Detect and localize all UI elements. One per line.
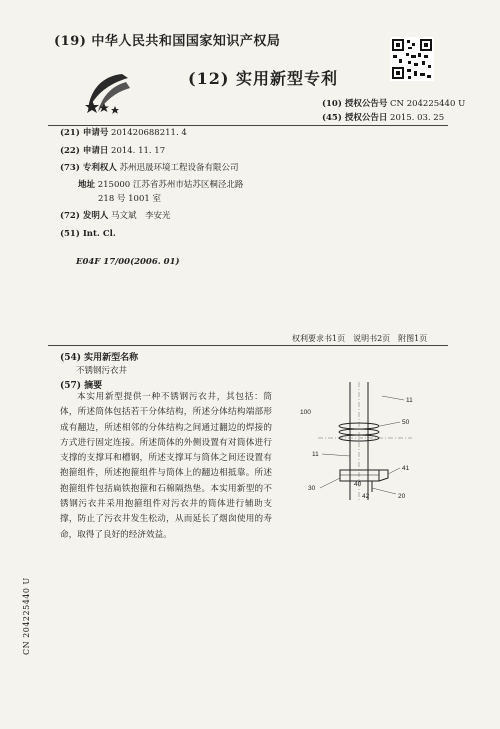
intcl-label: (51) Int. Cl. (60, 229, 116, 239)
cnipa-logo-icon (82, 70, 132, 116)
abstract-figure (292, 378, 442, 508)
owner-label: (73) 专利权人 (60, 163, 117, 173)
figure-label-100: 100 (300, 409, 311, 416)
grant-no-label: (10) 授权公告号 (322, 99, 388, 109)
inventors (60, 210, 171, 223)
document-type: (12) 实用新型专利 (188, 69, 338, 88)
application-date (60, 145, 165, 158)
figure-leader-11a (382, 396, 404, 400)
qr-code-icon (390, 37, 434, 81)
figure-leader-20 (372, 488, 396, 494)
owner-address-line2: 218 号 1001 室 (98, 194, 161, 204)
patent-owner (60, 162, 239, 175)
grant-no: CN 204225440 U (390, 99, 466, 109)
figure-label-50: 50 (402, 419, 410, 426)
figure-label-30: 30 (308, 485, 316, 492)
side-publication-code: CN 204225440 U (22, 577, 31, 655)
figure-label-20: 20 (398, 493, 406, 500)
int-cl (60, 228, 116, 241)
inventor-names: 马文斌 李安光 (111, 211, 171, 221)
addr-line1: 215000 江苏省苏州市姑苏区桐泾北路 (97, 180, 244, 190)
grant-date-label: (45) 授权公告日 (322, 113, 388, 123)
ipc-classification: E04F 17/00(2006. 01) (76, 257, 180, 267)
abstract-label: (57) 摘要 (60, 381, 103, 391)
application-number (60, 127, 187, 140)
figure-label-41: 41 (402, 465, 410, 472)
issuing-office: (19) 中华人民共和国国家知识产权局 (54, 34, 281, 49)
publication-info (322, 97, 465, 125)
figure-label-40: 40 (354, 481, 362, 488)
inventor-label: (72) 发明人 (60, 211, 109, 221)
abstract-text: 本实用新型提供一种不锈钢污衣井，其包括：筒体，所述筒体包括若干分体结构，所述分体结构端部形成有翻边，所述相邻的分体结构之间通过翻边的焊接的方式进行固定连接。所述筒体的外侧设置有对筒体进行支撑的支撑耳和槽钢，所述支撑耳与筒体之间还设置有抱箍组件，所述抱箍组件与筒体上的翻边相抵靠。所述抱箍组件包括扁铁抱箍和石棉隔热垫。本实用新型的不锈钢污衣井采用抱箍组件对污衣井的筒体进行辅助支撑，防止了污衣井发生松动，从而延长了烟囱使用的寿命，取得了良好的经济效益。 (60, 392, 272, 540)
figure-label-11b: 11 (312, 451, 319, 458)
pages-summary: 权利要求书1页 说明书2页 附图1页 (292, 334, 428, 343)
figure-leader-50 (380, 422, 400, 426)
figure-support-lug (379, 470, 388, 481)
owner-address (78, 179, 243, 192)
figure-leader-41 (388, 468, 400, 474)
grant-date: 2015. 03. 25 (390, 113, 445, 123)
body-divider (48, 345, 448, 346)
app-date-label: (22) 申请日 (60, 146, 109, 156)
title-label: (54) 实用新型名称 (60, 353, 139, 363)
figure-label-11a: 11 (406, 397, 413, 404)
figure-label-42: 42 (362, 493, 370, 500)
app-date-value: 2014. 11. 17 (111, 146, 166, 156)
app-no-value: 201420688211. 4 (111, 128, 187, 138)
addr-label: 地址 (78, 180, 96, 190)
figure-leader-11b (322, 454, 350, 456)
utility-model-title: 不锈钢污衣井 (76, 366, 128, 376)
owner-value: 苏州迅晟环境工程设备有限公司 (119, 163, 239, 173)
header-divider (48, 125, 448, 126)
app-no-label: (21) 申请号 (60, 128, 109, 138)
figure-hoop-clamp (340, 470, 379, 481)
figure-leader-30 (320, 478, 340, 488)
